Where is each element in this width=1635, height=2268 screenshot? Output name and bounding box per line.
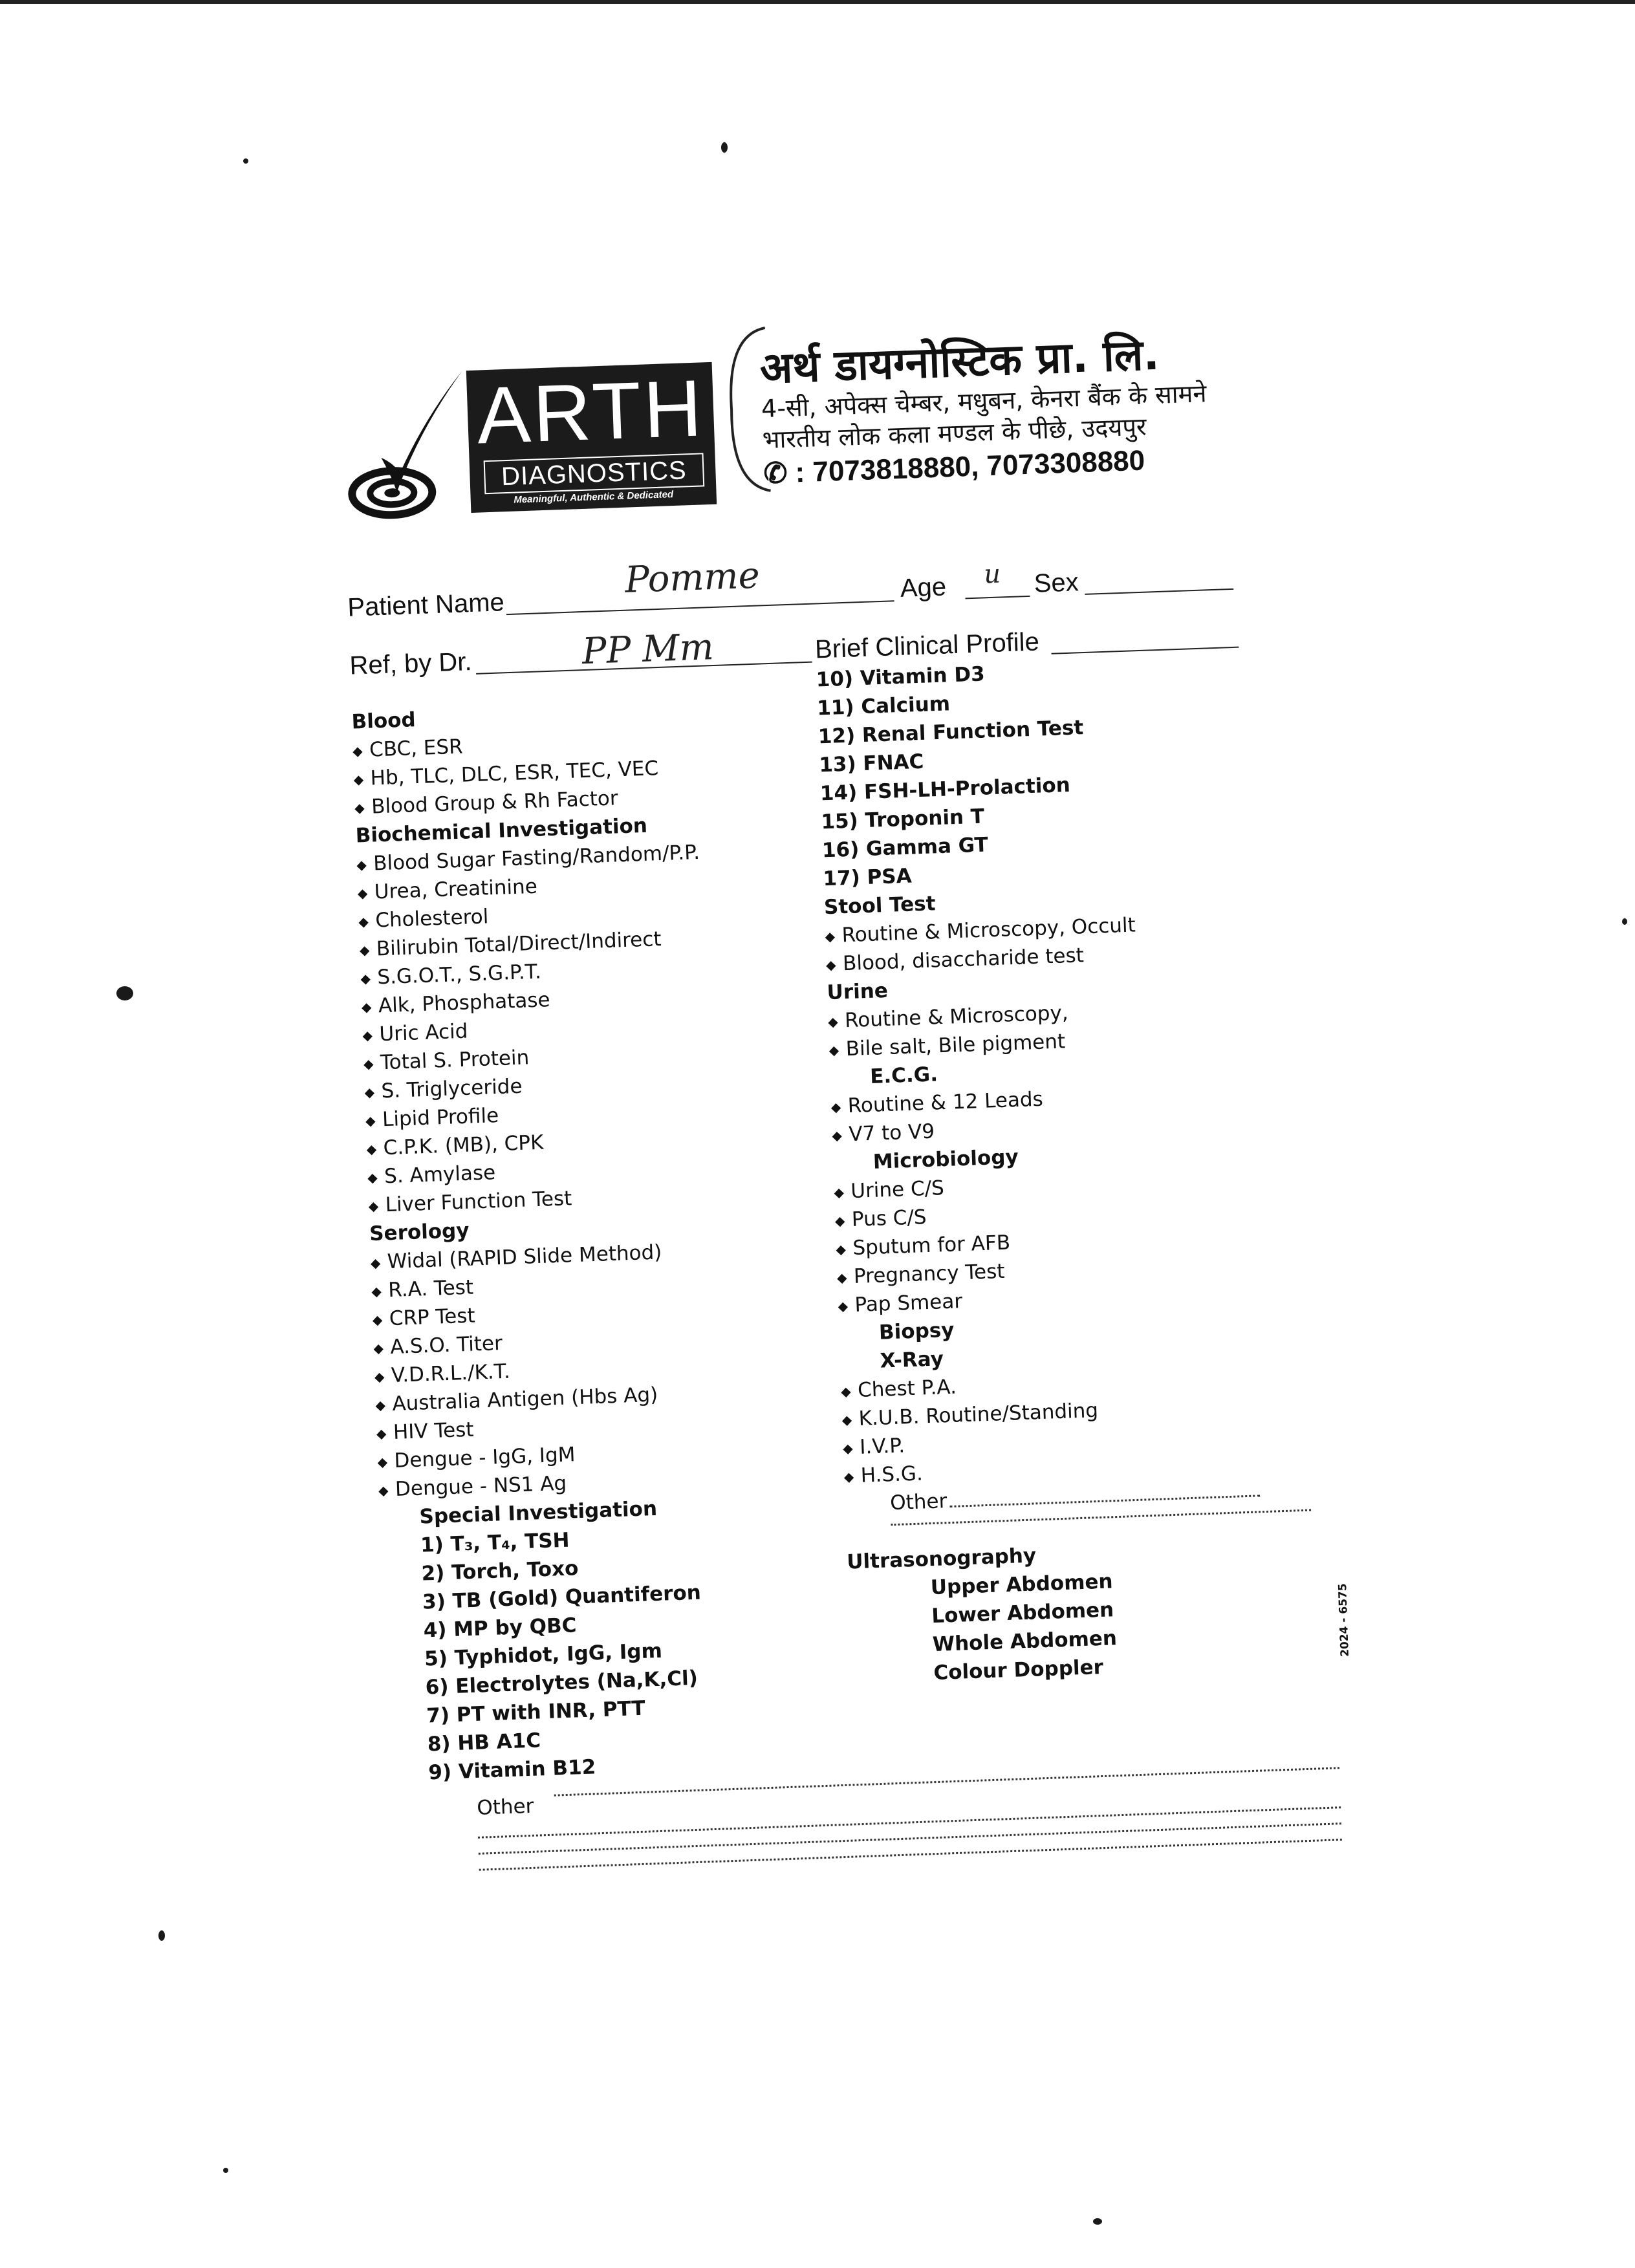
item-label: Total S. Protein [380,1046,530,1075]
item-label: HIV Test [393,1418,475,1444]
dotted-line[interactable] [479,1839,1342,1871]
sex-line[interactable] [1085,589,1233,595]
item-label: 4) MP by QBC [423,1614,578,1643]
patient-name-line[interactable] [506,600,894,615]
bullet-diamond-icon: ◆ [373,1340,384,1356]
clinical-profile-label: Brief Clinical Profile [814,627,1040,664]
item-label: Liver Function Test [385,1187,572,1217]
bullet-diamond-icon: ◆ [352,743,363,759]
item-label: Alk, Phosphatase [378,988,551,1018]
bullet-diamond-icon: ◆ [362,1027,373,1044]
item-label: 13) FNAC [818,750,924,777]
bullet-diamond-icon: ◆ [374,1368,385,1385]
dotted-line[interactable] [479,1822,1341,1855]
item-label: 6) Electrolytes (Na,K,Cl) [425,1666,698,1700]
company-address-line-2: भारतीय लोक कला मण्डल के पीछे, उदयपुर [762,412,1147,455]
item-label: Urine C/S [850,1176,945,1204]
item-label: Dengue - IgG, IgM [393,1443,576,1473]
item-label: Blood [351,708,417,734]
scan-speck [116,986,133,1000]
form-serial-number: 2024 - 6575 [1336,1583,1352,1658]
item-label: Bile salt, Bile pigment [845,1030,1066,1061]
scan-speck [243,158,248,164]
item-label: Routine & Microscopy, [844,1001,1069,1033]
requisition-form [336,248,1453,1901]
item-label: Chest P.A. [857,1375,957,1402]
item-label: Lower Abdomen [931,1598,1114,1628]
item-label: Widal (RAPID Slide Method) [387,1240,662,1274]
bullet-diamond-icon: ◆ [838,1298,849,1314]
bullet-diamond-icon: ◆ [363,1055,374,1072]
item-label: Special Investigation [418,1496,658,1529]
bullet-diamond-icon: ◆ [843,1469,854,1485]
item-label: 8) HB A1C [427,1729,541,1756]
bullet-diamond-icon: ◆ [830,1099,841,1116]
scan-speck [158,1930,165,1941]
bullet-diamond-icon: ◆ [831,1127,843,1144]
company-hindi-name: अर्थ डायग्नोस्टिक प्रा. लि. [759,329,1160,394]
ref-by-dr-label: Ref, by Dr. [349,647,473,680]
bullet-diamond-icon: ◆ [371,1283,382,1300]
bullet-diamond-icon: ◆ [836,1269,847,1286]
logo-sub-text: DIAGNOSTICS [484,453,705,494]
item-label: Uric Acid [378,1019,469,1046]
item-label: Stool Test [823,892,937,920]
scan-speck [721,142,728,153]
bullet-diamond-icon: ◆ [364,1084,375,1101]
item-label: 1) T₃, T₄, TSH [420,1528,570,1557]
scan-speck [1622,918,1627,925]
item-label: V.D.R.L./K.T. [391,1359,511,1388]
item-label: Colour Doppler [933,1655,1104,1685]
bullet-diamond-icon: ◆ [842,1440,854,1456]
item-label: 2) Torch, Toxo [421,1557,579,1586]
item-label: 15) Troponin T [820,805,985,834]
item-label: Other [889,1489,947,1515]
logo-tagline: Meaningful, Authentic & Dedicated [514,489,674,506]
bullet-diamond-icon: ◆ [834,1184,845,1200]
bullet-diamond-icon: ◆ [368,1198,379,1215]
item-label: X-Ray [879,1347,944,1373]
item-label: 16) Gamma GT [821,833,989,863]
bullet-diamond-icon: ◆ [827,1013,839,1030]
item-label: S. Amylase [384,1161,496,1189]
bullet-diamond-icon: ◆ [366,1141,377,1158]
item-label: 12) Renal Function Test [817,716,1084,749]
bullet-diamond-icon: ◆ [376,1425,387,1442]
item-label: 11) Calcium [816,692,951,720]
bullet-diamond-icon: ◆ [357,885,368,902]
bullet-diamond-icon: ◆ [840,1383,852,1399]
item-label: Urea, Creatinine [374,874,538,904]
item-label: R.A. Test [387,1275,474,1302]
company-phone: ✆ : 7073818880, 7073308880 [763,444,1145,490]
arth-logo [466,362,717,513]
item-label: 5) Typhidot, IgG, Igm [424,1639,663,1671]
item-label: Whole Abdomen [932,1626,1118,1657]
item-label: 14) FSH-LH-Prolaction [819,773,1071,806]
item-label: 9) Vitamin B12 [428,1755,596,1785]
item-label: CRP Test [389,1304,476,1331]
item-label: I.V.P. [859,1434,905,1459]
item-label: Pap Smear [854,1290,963,1317]
item-label: Hb, TLC, DLC, ESR, TEC, VEC [370,757,659,790]
bullet-diamond-icon: ◆ [825,928,836,945]
item-label: S.G.O.T., S.G.P.T. [376,960,542,989]
sex-label: Sex [1034,568,1079,598]
target-logo-icon [339,357,487,524]
bullet-diamond-icon: ◆ [356,856,367,873]
bullet-diamond-icon: ◆ [841,1412,852,1428]
logo-main-text: ARTH [475,363,706,461]
item-label: Sputum for AFB [852,1231,1011,1260]
item-label: Upper Abdomen [930,1570,1114,1600]
bullet-diamond-icon: ◆ [365,1112,376,1129]
bullet-diamond-icon: ◆ [370,1255,381,1271]
age-label: Age [900,572,947,603]
other-dotted-fill[interactable] [950,1495,1261,1507]
item-label: Microbiology [872,1145,1019,1174]
item-label: H.S.G. [860,1462,924,1487]
scan-speck [1093,2218,1102,2225]
bottom-other-section [477,1767,1343,1885]
item-label: A.S.O. Titer [389,1332,503,1359]
bullet-diamond-icon: ◆ [367,1169,378,1186]
age-handwritten: u [983,559,1001,590]
item-label: Urine [827,978,889,1005]
item-label: Dengue - NS1 Ag [395,1471,567,1501]
item-label: Pregnancy Test [853,1259,1006,1289]
bullet-diamond-icon: ◆ [377,1454,388,1470]
bullet-diamond-icon: ◆ [825,956,836,973]
item-label: 3) TB (Gold) Quantiferon [422,1581,702,1614]
bullet-diamond-icon: ◆ [372,1312,383,1328]
bullet-diamond-icon: ◆ [359,942,370,958]
item-label: 17) PSA [822,864,913,891]
item-label: 7) PT with INR, PTT [426,1696,646,1728]
bullet-diamond-icon: ◆ [828,1042,839,1059]
item-label: Routine & Microscopy, Occult [841,913,1136,947]
item-label: Cholesterol [374,905,489,933]
item-label: K.U.B. Routine/Standing [858,1398,1099,1431]
bullet-diamond-icon: ◆ [360,970,371,987]
item-label: Ultrasonography [846,1544,1037,1574]
item-label: Pus C/S [851,1205,927,1232]
item-label: E.C.G. [869,1063,938,1088]
item-label: Lipid Profile [382,1104,499,1132]
scan-top-edge [0,0,1635,4]
bullet-diamond-icon: ◆ [834,1213,845,1229]
bullet-diamond-icon: ◆ [353,772,364,788]
item-label: C.P.K. (MB), CPK [383,1130,544,1160]
item-label: Biopsy [878,1318,955,1345]
bullet-diamond-icon: ◆ [354,799,365,816]
company-address-line-1: 4-सी, अपेक्स चेम्बर, मधुबन, केनरा बैंक के सामने [761,379,1207,424]
left-test-column [351,691,854,1788]
bullet-diamond-icon: ◆ [378,1482,389,1498]
item-label: Routine & 12 Leads [847,1087,1044,1118]
item-label: CBC, ESR [369,735,464,762]
item-label: V7 to V9 [848,1119,935,1147]
bullet-diamond-icon: ◆ [358,913,369,930]
item-label: Biochemical Investigation [355,814,648,848]
patient-name-label: Patient Name [347,588,505,622]
item-label: Blood Group & Rh Factor [371,786,619,819]
item-label: 10) Vitamin D3 [816,662,986,692]
bullet-diamond-icon: ◆ [375,1397,386,1413]
item-label: S. Triglyceride [380,1074,523,1103]
item-label: Blood Sugar Fasting/Random/P.P. [373,840,700,876]
bullet-diamond-icon: ◆ [361,999,372,1015]
patient-name-handwritten: Pomme [624,554,761,601]
age-line[interactable] [965,596,1030,599]
scan-speck [223,2168,228,2173]
other-label: Other [476,1794,534,1820]
ref-by-dr-handwritten: PP Mm [581,625,715,673]
item-label: Serology [369,1218,470,1246]
right-test-column [816,649,1317,1690]
item-label: Australia Antigen (Hbs Ag) [391,1383,658,1416]
item-label: Bilirubin Total/Direct/Indirect [376,927,662,961]
item-label: Blood, disaccharide test [842,944,1085,976]
bullet-diamond-icon: ◆ [836,1241,847,1257]
